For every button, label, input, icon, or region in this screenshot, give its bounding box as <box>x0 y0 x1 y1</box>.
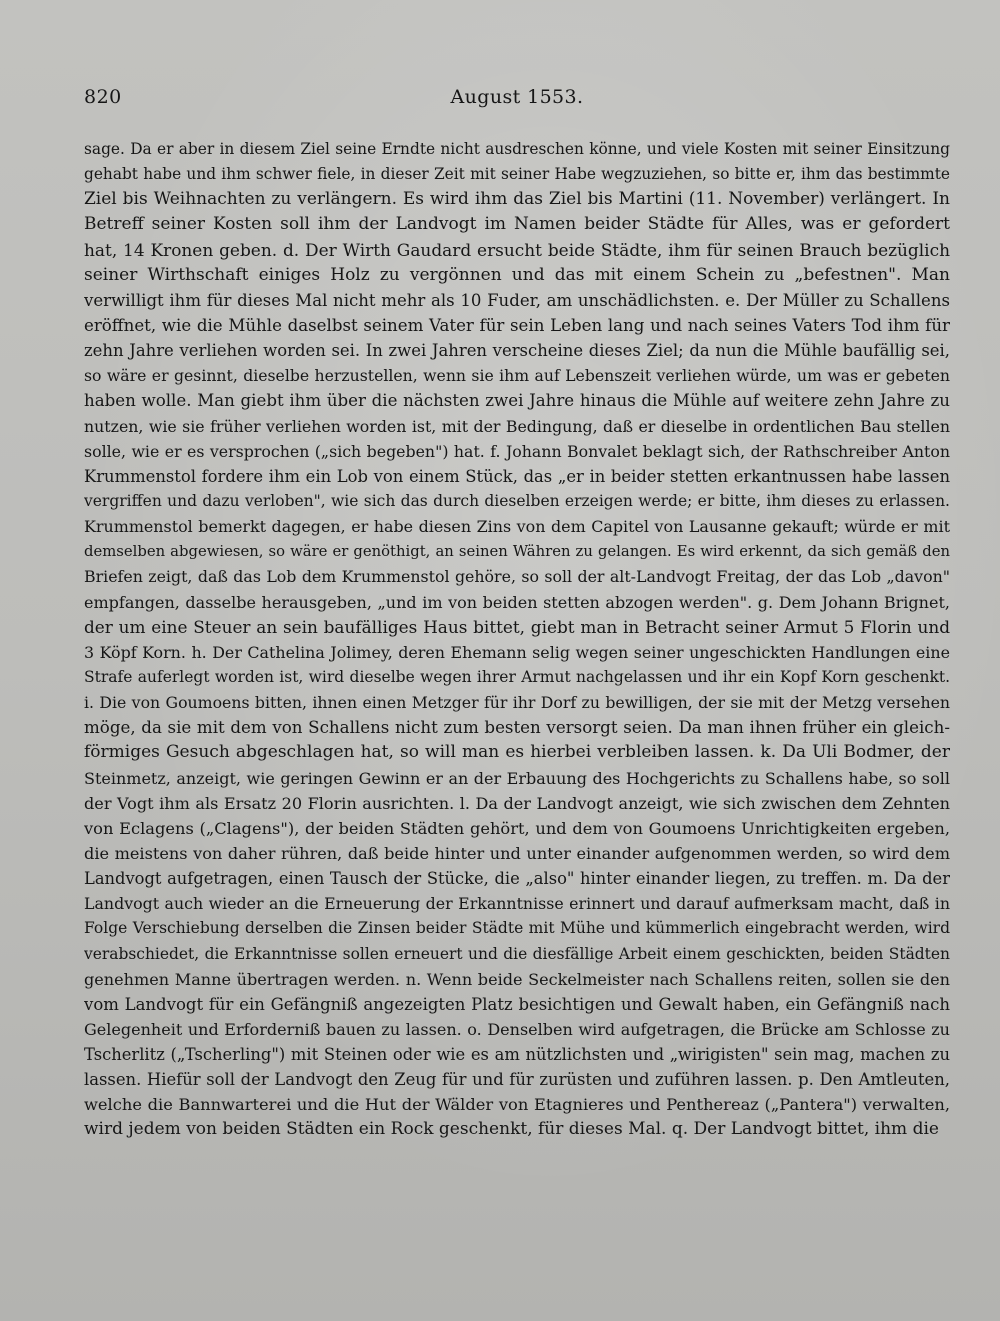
text-line: lassen. Hiefür soll der Landvogt den Zeug für und für zurüsten und zuführen lassen. p. Den Amtleuten, <box>84 1070 950 1090</box>
text-line: Landvogt auch wieder an die Erneuerung der Erkanntnisse erinnert und darauf aufmerksam macht, daß in <box>84 894 950 914</box>
text-line: die meistens von daher rühren, daß beide hinter und unter einander aufgenommen werden, so wird dem <box>84 843 950 863</box>
text-line: verwilligt ihm für dieses Mal nicht mehr als 10 Fuder, am unschädlichsten. e. Der Müller zu Schallens <box>84 290 950 310</box>
text-line: Landvogt aufgetragen, einen Tausch der Stücke, die „also" hinter einander liegen, zu treffen. m. Da der <box>84 869 950 889</box>
body-text <box>84 137 950 1143</box>
text-line: so wäre er gesinnt, dieselbe herzustellen, wenn sie ihm auf Lebenszeit verliehen würde, um was er gebeten <box>84 366 950 386</box>
text-line: Steinmetz, anzeigt, wie geringen Gewinn er an der Erbauung des Hochgerichts zu Schallens habe, so soll <box>84 768 950 788</box>
page-number: 820 <box>84 86 122 108</box>
text-line: verabschiedet, die Erkanntnisse sollen erneuert und die diesfällige Arbeit einem geschickten, beiden Städten <box>84 944 950 963</box>
text-line: gehabt habe und ihm schwer fiele, in dieser Zeit mit seiner Habe wegzuziehen, so bitte er, ihm das bestimmte <box>84 165 950 184</box>
text-line: genehmen Manne übertragen werden. n. Wenn beide Seckelmeister nach Schallens reiten, sollen sie den <box>84 969 950 989</box>
text-line: Betreff seiner Kosten soll ihm der Landvogt im Namen beider Städte für Alles, was er gefordert <box>84 214 950 235</box>
text-line: Krummenstol fordere ihm ein Lob von einem Stück, das „er in beider stetten erkantnussen habe lassen <box>84 466 950 486</box>
text-line: vergriffen und dazu verloben", wie sich das durch dieselben erzeigen werde; er bitte, ihm dieses zu erlassen. <box>84 491 950 510</box>
text-line: der Vogt ihm als Ersatz 20 Florin ausrichten. l. Da der Landvogt anzeigt, wie sich zwischen dem Zehnten <box>84 793 950 813</box>
text-line: von Eclagens („Clagens"), der beiden Städten gehört, und dem von Goumoens Unrichtigkeiten ergeben, <box>84 818 950 838</box>
text-line: haben wolle. Man giebt ihm über die nächsten zwei Jahre hinaus die Mühle auf weitere zehn Jahre zu <box>84 391 950 411</box>
text-line: i. Die von Goumoens bitten, ihnen einen Metzger für ihr Dorf zu bewilligen, der sie mit der Metzg versehen <box>84 693 950 713</box>
text-line: welche die Bannwarterei und die Hut der Wälder von Etagnieres und Penthereaz („Pantera") verwalten, <box>84 1095 950 1115</box>
text-line: Strafe auferlegt worden ist, wird dieselbe wegen ihrer Armut nachgelassen und ihr ein Kopf Korn geschenkt. <box>84 667 950 686</box>
text-line: Gelegenheit und Erforderniß bauen zu lassen. o. Denselben wird aufgetragen, die Brücke am Schlosse zu <box>84 1019 950 1039</box>
text-line: förmiges Gesuch abgeschlagen hat, so will man es hierbei verbleiben lassen. k. Da Uli Bodmer, der <box>84 742 950 763</box>
text-line: Ziel bis Weihnachten zu verlängern. Es wird ihm das Ziel bis Martini (11. November) verlängert. In <box>84 189 950 210</box>
text-line: Folge Verschiebung derselben die Zinsen beider Städte mit Mühe und kümmerlich eingebracht werden, wird <box>84 919 950 938</box>
text-line: nutzen, wie sie früher verliehen worden ist, mit der Bedingung, daß er dieselbe in ordentlichen Bau stellen <box>84 416 950 436</box>
text-line: hat, 14 Kronen geben. d. Der Wirth Gaudard ersucht beide Städte, ihm für seinen Brauch bezüglich <box>84 239 950 260</box>
text-line: eröffnet, wie die Mühle daselbst seinem Vater für sein Leben lang und nach seines Vaters Tod ihm für <box>84 315 950 335</box>
text-line: demselben abgewiesen, so wäre er genöthigt, an seinen Währen zu gelangen. Es wird erkennt, da sich gemäß den <box>84 543 950 561</box>
text-line: Tscherlitz („Tscherling") mit Steinen oder wie es am nützlichsten und „wirigisten" sein mag, machen zu <box>84 1045 950 1065</box>
page-heading: August 1553. <box>450 86 584 108</box>
text-line: Krummenstol bemerkt dagegen, er habe diesen Zins von dem Capitel von Lausanne gekauft; würde er mit <box>84 517 950 537</box>
text-line: 3 Köpf Korn. h. Der Cathelina Jolimey, deren Ehemann selig wegen seiner ungeschickten Handlungen eine <box>84 642 950 662</box>
text-line: sage. Da er aber in diesem Ziel seine Erndte nicht ausdreschen könne, und viele Kosten mit seiner Einsitzung <box>84 140 950 158</box>
text-line: der um eine Steuer an sein baufälliges Haus bittet, giebt man in Betracht seiner Armut 5 Florin und <box>84 616 950 637</box>
text-line: vom Landvogt für ein Gefängniß angezeigten Platz besichtigen und Gewalt haben, ein Gefängniß nach <box>84 994 950 1014</box>
text-line: möge, da sie mit dem von Schallens nicht zum besten versorgt seien. Da man ihnen früher ein gleich- <box>84 718 950 738</box>
running-header <box>84 86 950 116</box>
text-line: Briefen zeigt, daß das Lob dem Krummenstol gehöre, so soll der alt-Landvogt Freitag, der das Lob „davon" <box>84 567 950 587</box>
text-line: solle, wie er es versprochen („sich begeben") hat. f. Johann Bonvalet beklagt sich, der Rathschreiber Anton <box>84 441 950 461</box>
text-line: seiner Wirthschaft einiges Holz zu vergönnen und das mit einem Schein zu „befestnen". Man <box>84 264 950 285</box>
text-line: zehn Jahre verliehen worden sei. In zwei Jahren verscheine dieses Ziel; da nun die Mühle baufällig sei, <box>84 341 950 361</box>
text-line: empfangen, dasselbe herausgeben, „und im von beiden stetten abzogen werden". g. Dem Johann Brignet, <box>84 592 950 612</box>
text-line: wird jedem von beiden Städten ein Rock geschenkt, für dieses Mal. q. Der Landvogt bittet, ihm die <box>84 1119 939 1140</box>
